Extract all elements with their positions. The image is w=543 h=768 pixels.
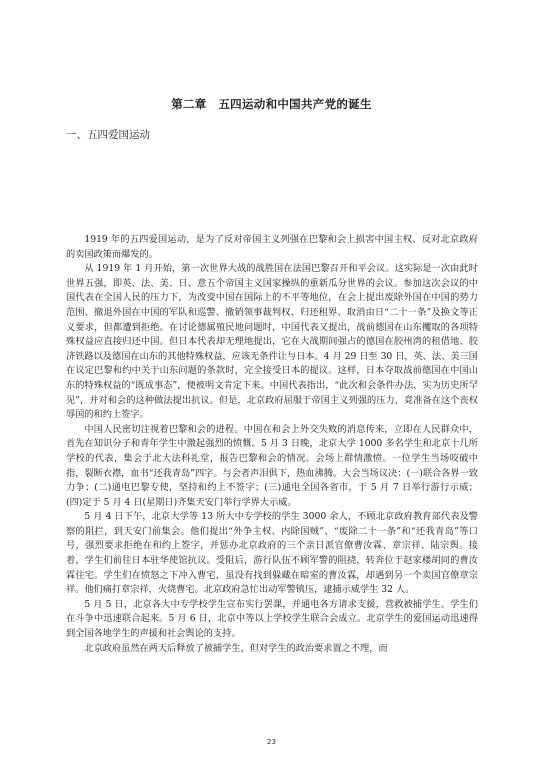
paragraph: 北京政府虽然在两天后释放了被捕学生，但对学生的政治要求置之不理，而	[84, 642, 388, 654]
paragraph: 1919 年的五四爱国运动，是为了反对帝国主义列强在巴黎和会上损害中国主权、反对北京政府的卖国政策而爆发的。	[66, 234, 478, 260]
body-text	[66, 233, 478, 656]
paragraph: 中国人民密切注视着巴黎和会的进程。中国在和会上外交失败的消息传来，立即在人民群众中，首先在知识分子和青年学生中激起强烈的愤慨。5 月 3 日晚，北京大学 1000 多名学生和北京十几所学校的代表，集会于北大法科礼堂，报告巴黎和会的情况。会场上群情激愤。一位学生当场咬破中指，裂断衣襟，血书“还我青岛”四字。与会者声泪俱下，热血沸腾。大会当场议决：(一)联合各界一致力争；(二)通电巴黎专使，坚持和约上不签字；(三)通电全国各省市，于 5 月 7 日举行游行示威；(四)定于 5 月 4 日(星期日)齐集天安门举行学界大示威。	[66, 423, 478, 508]
chapter-title: 第二章 五四运动和中国共产党的诞生	[171, 97, 372, 111]
paragraph: 5 月 4 日下午，北京大学等 13 所大中专学校的学生 3000 余人，不顾北京政府教育部代表及警察的阻拦，到天安门前集会。他们提出“外争主权、内除国贼”、“废除二十一条”和“还我青岛”等口号，强烈要求拒绝在和约上签字，并惩办北京政府的三个亲日派官僚曹汝霖、章宗祥、陆宗舆。接着，学生们前往日本驻华使馆抗议。受阻后，游行队伍不顾军警的阻挠，转奔位于赵家楼胡同的曹汝霖住宅。学生们在愤怒之下冲入曹宅，虽没有找到躲藏在暗室的曹汝霖，却遇到另一个卖国官僚章宗祥。他们痛打章宗祥，火烧曹宅。北京政府急忙出动军警镇压，逮捕示威学生 32 人。	[66, 511, 478, 596]
paragraph: 5 月 5 日，北京各大中专学校学生宣布实行罢课，并通电各方请求支援，营救被捕学生。学生们在斗争中迅速联合起来。5 月 6 日，北京中等以上学校学生联合会成立。北京学生的爱国运动迅速得到全国各地学生的声援和社会舆论的支持。	[66, 598, 478, 640]
paragraph: 从 1919 年 1 月开始，第一次世界大战的战胜国在法国巴黎召开和平会议。这实际是一次由此时世界五强，即英、法、美、日、意五个帝国主义国家操纵的重新瓜分世界的会议。参加这次会议的中国代表在全国人民的压力下，为改变中国在国际上的不平等地位，在会上提出废除外国在中国的势力范围、撤退外国在中国的军队和巡警、撤销领事裁判权、归还租界、取消由日“二十一条”及换文等正义要求，但都遭到拒绝。在讨论德属殖民地问题时，中国代表又提出，战前德国在山东攫取的各项特殊权益应直接归还中国。但日本代表却无理地提出，它在大战期间强占的德国在胶州湾的租借地、胶济铁路以及德国在山东的其他特殊权益，应该无条件让与日本。4 月 29 日至 30 日，英、法、美三国在议定巴黎和约中关于山东问题的条款时，完全接受日本的提议。这样，日本夺取战前德国在中国山东的特殊权益的“既成事态”，便被明文肯定下来。中国代表指出，“此次和会条件办法，实为历史所罕见”，并对和会的这种做法提出抗议。但是，北京政府屈服于帝国主义列强的压力，竟准备在这个丧权辱国的和约上签字。	[66, 263, 478, 421]
section-heading: 一、五四爱国运动	[66, 129, 150, 141]
page-number: 23	[267, 738, 276, 746]
